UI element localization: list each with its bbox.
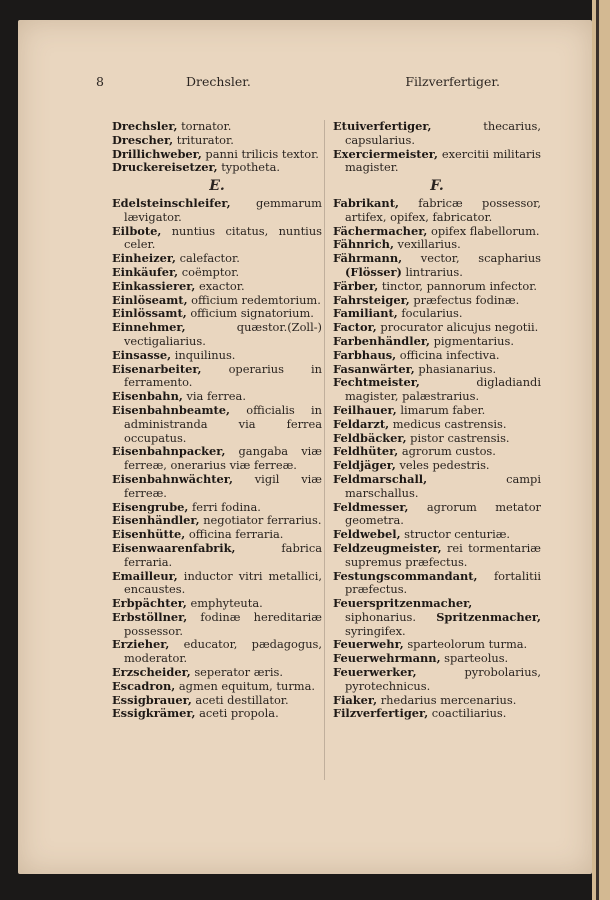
entry-translation: quæstor.(Zoll-) vectigaliarius.	[124, 320, 322, 348]
entry-headword: Feldarzt,	[333, 416, 390, 431]
entry-translation: triturator.	[173, 132, 234, 147]
entry-headword: Einlössamt,	[112, 306, 187, 321]
dictionary-entry	[112, 473, 322, 501]
entry-translation: campi marschallus.	[345, 471, 541, 500]
dictionary-entry	[333, 280, 541, 294]
entry-translation: fabrica ferraria.	[124, 540, 322, 569]
dictionary-entry	[112, 694, 322, 708]
dictionary-entry	[112, 225, 322, 253]
entry-translation: veles pedestris.	[395, 458, 490, 473]
dictionary-entry	[333, 542, 541, 570]
entry-translation: officialis in administranda via ferrea occupatus.	[124, 402, 322, 445]
entry-translation: lintrarius.	[401, 264, 463, 279]
entry-translation: præfectus fodinæ.	[409, 292, 520, 307]
entry-headword: Feuerwehrmann,	[333, 651, 441, 666]
dictionary-entry	[333, 707, 541, 721]
entry-headword: Feuerwehr,	[333, 637, 404, 652]
dictionary-entry	[333, 120, 541, 148]
entry-headword: Einkassierer,	[112, 278, 196, 293]
entry-translation: rei tormentariæ supremus præfectus.	[345, 540, 541, 569]
entry-headword: Einnehmer,	[112, 320, 186, 335]
entry-headword: Feuerwerker,	[333, 665, 417, 680]
dictionary-entry	[112, 404, 322, 445]
dictionary-entry	[112, 294, 322, 308]
entry-headword: Edelsteinschleifer,	[112, 195, 231, 210]
entry-translation: operarius in ferramento.	[124, 361, 322, 390]
entry-headword: Essigkrämer,	[112, 706, 196, 721]
dictionary-entry	[112, 501, 322, 515]
dictionary-entry	[333, 638, 541, 652]
entry-headword: Etuiverfertiger,	[333, 119, 432, 133]
dictionary-entry	[333, 335, 541, 349]
entry-translation: educator, pædagogus, moderator.	[124, 637, 322, 666]
entry-headword: Eisenbahnwächter,	[112, 471, 233, 486]
dictionary-entry	[112, 252, 322, 266]
entry-translation: pyrobolarius, pyrotechnicus.	[345, 665, 541, 693]
entry-translation: phasianarius.	[414, 361, 497, 376]
entry-translation: digladiandi magister, palæstrarius.	[345, 375, 541, 404]
entry-headword: Erbstöllner,	[112, 609, 188, 624]
entry-translation: nuntius citatus, nuntius celer.	[124, 223, 322, 252]
entry-headword: Feldhüter,	[333, 444, 399, 459]
entry-headword: Färber,	[333, 278, 379, 293]
entry-translation: agrorum metator geometra.	[345, 499, 541, 528]
entry-translation: officium signatorium.	[186, 306, 314, 321]
entry-translation: gemmarum lævigator.	[124, 195, 322, 224]
entry-translation: typotheta.	[217, 160, 281, 175]
entry-headword: Eisenhändler,	[112, 513, 200, 528]
entry-translation: gangaba viæ ferreæ, onerarius viæ ferreæ.	[124, 444, 322, 473]
entry-headword: Essigbrauer,	[112, 692, 192, 707]
left-column	[112, 120, 322, 721]
dictionary-entry	[112, 611, 322, 639]
entry-translation: sparteolorum turma.	[403, 637, 528, 652]
entry-headword: Fabrikant,	[333, 195, 399, 210]
entry-translation: vexillarius.	[393, 237, 461, 252]
dictionary-entry	[333, 473, 541, 501]
entry-headword: Fährmann,	[333, 251, 403, 266]
dictionary-entry	[112, 120, 322, 134]
section-letter: F.	[430, 178, 444, 195]
entry-translation: fodinæ hereditariæ possessor.	[124, 609, 322, 638]
entry-translation: focularius.	[397, 306, 463, 321]
entry-headword: Feldbäcker,	[333, 430, 407, 445]
dictionary-entry	[333, 148, 541, 176]
entry-headword: Eisenhütte,	[112, 527, 186, 542]
entry-translation: emphyteuta.	[186, 596, 263, 611]
entry-headword: Erbpächter,	[112, 596, 187, 611]
dictionary-entry	[333, 570, 541, 598]
entry-headword: Feilhauer,	[333, 402, 397, 417]
column-divider	[324, 120, 325, 780]
entry-headword: Erzscheider,	[112, 665, 191, 680]
entry-headword: Einheizer,	[112, 251, 176, 266]
entry-translation: fabricæ possessor, artifex, opifex, fabricator.	[345, 195, 541, 224]
entry-headword: Factor,	[333, 320, 377, 335]
entry-translation: negotiator ferrarius.	[199, 513, 322, 528]
dictionary-entry	[112, 307, 322, 321]
entry-headword: Exerciermeister,	[333, 146, 438, 161]
entry-headword: (Flösser)	[345, 264, 402, 279]
dictionary-entry	[112, 680, 322, 694]
right-column	[333, 120, 541, 721]
entry-translation: seperator æris.	[190, 665, 283, 680]
entry-headword: Eisenbahnpacker,	[112, 444, 226, 459]
entry-translation: aceti destillator.	[191, 692, 289, 707]
entry-headword: Fahrsteiger,	[333, 292, 410, 307]
entry-translation: vector, scapharius	[402, 251, 541, 266]
dictionary-entry	[333, 666, 541, 694]
dictionary-entry	[112, 707, 322, 721]
entry-translation: syringifex.	[345, 623, 406, 638]
entry-headword: Feldjäger,	[333, 458, 396, 473]
dictionary-entry	[333, 225, 541, 239]
entry-headword: Eisenbahn,	[112, 389, 183, 404]
entry-translation: agrorum custos.	[398, 444, 496, 459]
dictionary-entry	[112, 390, 322, 404]
entry-translation: structor centuriæ.	[400, 527, 511, 542]
dictionary-entry	[333, 376, 541, 404]
dictionary-entry	[333, 652, 541, 666]
dictionary-entry	[112, 134, 322, 148]
dictionary-entry	[112, 570, 322, 598]
section-letter: E.	[209, 178, 225, 195]
entry-headword: Eisenarbeiter,	[112, 361, 202, 376]
dictionary-entry	[333, 252, 541, 280]
entry-translation: panni trilicis textor.	[201, 146, 319, 161]
dictionary-entry	[112, 445, 322, 473]
dictionary-entry	[333, 307, 541, 321]
entry-headword: Eisenwaarenfabrik,	[112, 540, 236, 555]
entry-translation: agmen equitum, turma.	[175, 678, 315, 693]
dictionary-entry	[333, 694, 541, 708]
entry-headword: Fächermacher,	[333, 223, 428, 238]
entry-headword: Eisenbahnbeamte,	[112, 402, 230, 417]
entry-translation: officina ferraria.	[185, 527, 284, 542]
entry-translation: procurator alicujus negotii.	[376, 320, 539, 335]
entry-translation: coëmptor.	[178, 264, 240, 279]
dictionary-entry	[333, 321, 541, 335]
page-number: 8	[96, 74, 104, 89]
dictionary-entry	[112, 280, 322, 294]
entry-translation: sparteolus.	[440, 651, 509, 666]
entry-headword: Feldmesser,	[333, 499, 409, 514]
entry-headword: Eisengrube,	[112, 499, 189, 514]
next-page-edge	[592, 0, 610, 900]
entry-translation: officium redemtorium.	[187, 292, 321, 307]
dictionary-entry	[333, 418, 541, 432]
dictionary-entry	[333, 432, 541, 446]
entry-headword: Feldmarschall,	[333, 471, 428, 486]
entry-translation: pistor castrensis.	[406, 430, 510, 445]
dictionary-entry	[112, 514, 322, 528]
dictionary-entry	[333, 238, 541, 252]
dictionary-entry	[333, 597, 541, 638]
dictionary-entry	[112, 197, 322, 225]
entry-headword: Filzverfertiger,	[333, 706, 429, 721]
dictionary-entry	[112, 349, 322, 363]
dictionary-entry	[333, 349, 541, 363]
entry-translation: inquilinus.	[171, 347, 236, 362]
dictionary-entry	[112, 528, 322, 542]
entry-translation: vigil viæ ferreæ.	[124, 471, 322, 500]
entry-translation: rhedarius mercenarius.	[377, 692, 517, 707]
dictionary-entry	[333, 459, 541, 473]
dictionary-entry	[333, 404, 541, 418]
dictionary-entry	[112, 266, 322, 280]
entry-translation: tinctor, pannorum infector.	[378, 278, 538, 293]
entry-headword: Fähnrich,	[333, 237, 394, 252]
entry-translation: exactor.	[195, 278, 245, 293]
entry-headword: Erzieher,	[112, 637, 170, 652]
entry-headword: Eilbote,	[112, 223, 162, 238]
entry-translation: ferri fodina.	[188, 499, 261, 514]
entry-translation: officina infectiva.	[396, 347, 500, 362]
entry-translation: siphonarius.	[345, 609, 437, 624]
header-right-word: Filzverfertiger.	[405, 74, 500, 89]
entry-translation: medicus castrensis.	[389, 416, 507, 431]
entry-headword: Fiaker,	[333, 692, 378, 707]
entry-headword: Einlöseamt,	[112, 292, 188, 307]
entry-headword: Familiant,	[333, 306, 398, 321]
entry-headword: Feldzeugmeister,	[333, 540, 442, 555]
entry-translation: limarum faber.	[396, 402, 486, 417]
entry-headword: Farbenhändler,	[333, 333, 430, 348]
entry-headword: Farbhaus,	[333, 347, 397, 362]
entry-headword: Druckereisetzer,	[112, 160, 218, 175]
running-header	[96, 74, 500, 92]
entry-headword: Drechsler,	[112, 119, 178, 133]
entry-headword: Fasanwärter,	[333, 361, 415, 376]
header-left-word: Drechsler.	[186, 74, 251, 89]
entry-translation: coactiliarius.	[428, 706, 507, 721]
dictionary-entry	[333, 363, 541, 377]
dictionary-entry	[112, 638, 322, 666]
entry-headword: Spritzenmacher,	[436, 609, 541, 624]
entry-headword: Escadron,	[112, 678, 176, 693]
entry-translation: pigmentarius.	[429, 333, 514, 348]
dictionary-entry	[333, 528, 541, 542]
entry-translation: tornator.	[177, 119, 232, 133]
dictionary-entry	[112, 597, 322, 611]
dictionary-entry	[112, 161, 322, 175]
entry-translation: via ferrea.	[182, 389, 246, 404]
entry-translation: opifex flabellorum.	[427, 223, 540, 238]
entry-headword: Feuerspritzenmacher,	[333, 596, 473, 611]
entry-translation: fortalitii præfectus.	[345, 568, 541, 597]
dictionary-entry	[112, 363, 322, 391]
entry-headword: Festungscommandant,	[333, 568, 478, 583]
dictionary-entry	[333, 501, 541, 529]
entry-headword: Feldwebel,	[333, 527, 401, 542]
dictionary-entry	[112, 542, 322, 570]
entry-headword: Fechtmeister,	[333, 375, 420, 390]
dictionary-entry	[333, 445, 541, 459]
page-edge-stripe	[596, 0, 599, 900]
entry-translation: inductor vitri metallici, encaustes.	[124, 568, 322, 597]
entry-translation: thecarius, capsularius.	[345, 119, 541, 147]
dictionary-entry	[112, 148, 322, 162]
entry-headword: Einkäufer,	[112, 264, 179, 279]
entry-translation: aceti propola.	[195, 706, 279, 721]
dictionary-entry	[333, 197, 541, 225]
entry-headword: Emailleur,	[112, 568, 178, 583]
dictionary-entry	[112, 321, 322, 349]
entry-translation: calefactor.	[176, 251, 240, 266]
entry-headword: Drillichweber,	[112, 146, 202, 161]
dictionary-entry	[112, 666, 322, 680]
scan-border-top	[0, 0, 610, 20]
entry-headword: Drescher,	[112, 132, 174, 147]
entry-headword: Einsasse,	[112, 347, 172, 362]
entry-translation: exercitii militaris magister.	[345, 146, 541, 175]
dictionary-entry	[333, 294, 541, 308]
